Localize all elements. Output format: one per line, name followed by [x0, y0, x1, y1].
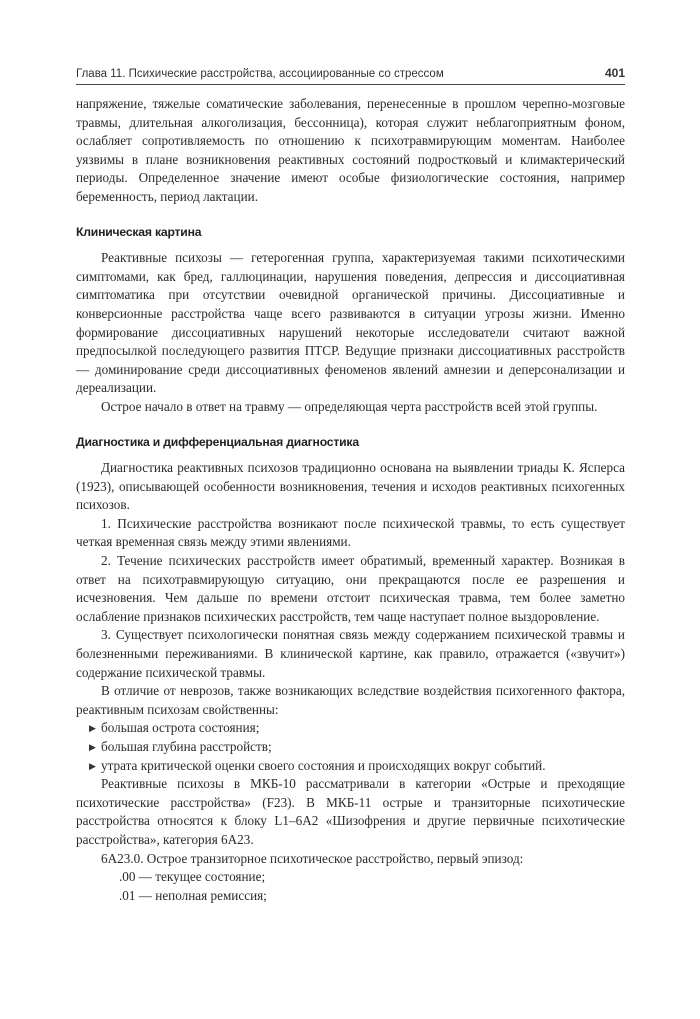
- criterion-paragraph: 1. Психические расстройства возникают после психической травмы, то есть существует четкая временная связь между этими явлениями.: [76, 515, 625, 550]
- list-item-text: большая острота состояния;: [101, 720, 260, 736]
- criterion-paragraph: 3. Существует психологически понятная связь между содержанием психической травмы и болезненными переживаниями. В клинической картине, как правило, отражается («звучит») содержание психической травмы.: [76, 627, 625, 680]
- page-body: [76, 95, 625, 905]
- header-rule: [76, 84, 625, 85]
- intro-paragraph: напряжение, тяжелые соматические заболевания, перенесенные в прошлом черепно-мозговые травмы, длительная алкоголизация, бессонница), которая служит неблагоприятным фоном, ослабляет сопротивляемость по отношению к психотравмирующим моментам. Наиболее уязвимы в плане возникновения реактивных состояний подростковый и климактерический периоды. Определенное значение имеют особые физиологические состояния, например беременность, период лактации.: [76, 96, 625, 204]
- list-item-text: большая глубина расстройств;: [101, 739, 272, 754]
- diagnostics-paragraph: В отличие от неврозов, также возникающих вследствие воздействия психогенного фактора, реактивным психозам свойственны:: [76, 683, 625, 717]
- list-item: [89, 719, 625, 738]
- triangle-bullet-icon: ▶: [89, 760, 96, 771]
- triangle-bullet-icon: ▶: [89, 723, 96, 734]
- icd-code-heading: 6A23.0. Острое транзиторное психотическое расстройство, первый эпизод:: [101, 850, 524, 866]
- criterion-paragraph: 2. Течение психических расстройств имеет обратимый, временный характер. Возникая в ответ на психотравмирующую ситуацию, они прекращаются после ее разрешения и исчезновения. Чем дальше по времени отстоит психическая травма, тем более заметно ослабление признаков психических расстройств, тем чаще наступает полное выздоровление.: [76, 553, 625, 624]
- list-item: [89, 738, 625, 757]
- section-heading-clinical: Клиническая картина: [76, 224, 202, 239]
- diagnostics-paragraph: Диагностика реактивных психозов традиционно основана на выявлении триады К. Ясперса (1923), описывающей особенности возникновения, течения и исходов реактивных психогенных психозов.: [76, 460, 625, 513]
- page-number: 401: [604, 66, 625, 80]
- triangle-bullet-icon: ▶: [89, 742, 96, 752]
- list-item-text: утрата критической оценки своего состояния и происходящих вокруг событий.: [101, 757, 546, 773]
- icd-code-item: .00 — текущее состояние;: [119, 869, 266, 885]
- icd-code-item: .01 — неполная ремиссия;: [119, 887, 267, 903]
- list-item: [89, 757, 625, 776]
- features-list: [76, 719, 625, 775]
- icd-paragraph: Реактивные психозы в МКБ-10 рассматривали в категории «Острые и преходящие психотические расстройства» (F23). В МКБ-11 острые и транзиторные психотические расстройства относятся к блоку L1–6A2 «Шизофрения и другие первичные психотические расстройства», категория 6A23.: [76, 776, 625, 847]
- running-header: [76, 66, 625, 80]
- chapter-title: Глава 11. Психические расстройства, ассоциированные со стрессом: [76, 68, 444, 80]
- clinical-paragraph: Реактивные психозы — гетерогенная группа, характеризуемая такими психотическими симптомами, как бред, галлюцинации, нарушения поведения, депрессия и диссоциативная симптоматика при отсутствии очевидной органической причины. Диссоциативные и конверсионные расстройства чаще всего развиваются в ситуации угрозы жизни. Именно формирование диссоциативных нарушений некоторые исследователи считают важной предпосылкой последующего развития ПТСР. Ведущие признаки диссоциативных расстройств — доминирование среди диссоциативных феноменов явлений амнезии и деперсонализации и дереализации.: [76, 250, 625, 396]
- clinical-paragraph: Острое начало в ответ на травму — определяющая черта расстройств всей этой группы.: [101, 398, 598, 414]
- section-heading-diagnostics: Диагностика и дифференциальная диагностика: [76, 434, 359, 449]
